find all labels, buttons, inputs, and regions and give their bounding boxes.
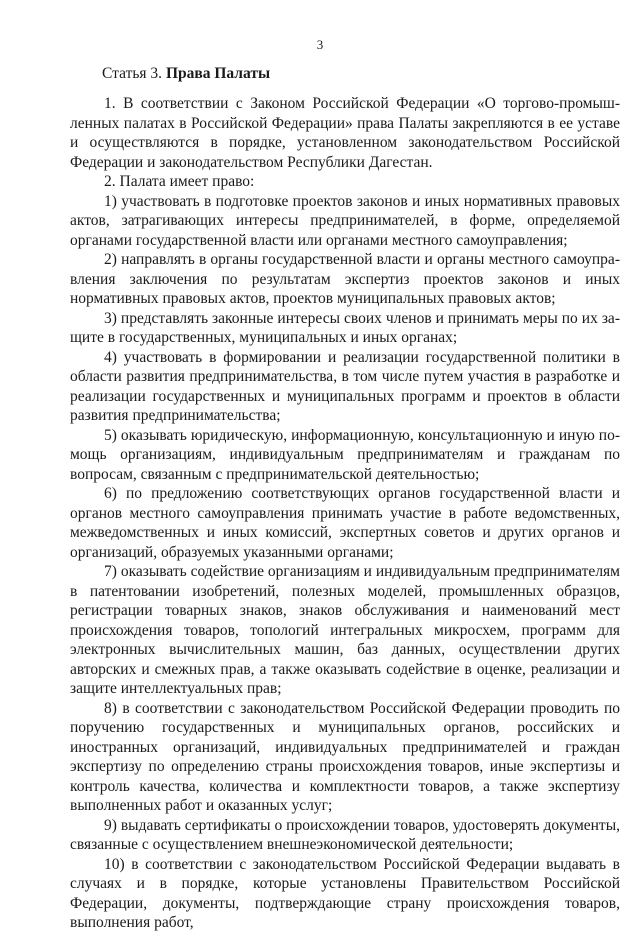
paragraph: 5) оказывать юридическую, информационную, консультационную и иную помощь организациям, индивидуальным предпринимателям и гражданам по вопросам, связанным с предпринимательской деятельностью;: [70, 426, 620, 483]
article-title: Права Палаты: [165, 65, 271, 82]
paragraph: 2) направлять в органы государственной власти и органы местного самоуправления заключения по результатам экспертиз проектов законов и иных нормативных правовых актов, проектов муниципальных правовых актов;: [70, 251, 620, 307]
paragraph: 6) по предложению соответствующих органов государственной власти и органов местного самоуправления принимать участие в работе ведомственных, межведомственных и иных комиссий, экспертных советов и других органов и организаций, образуемых указанными органами;: [70, 485, 620, 561]
paragraph: 10) в соответствии с законодательством Российской Федерации выдавать в случаях и в порядке, которые установлены Правительством Российской Федерации, документы, подтверждающие страну происхождения товаров, выполнения работ,: [70, 855, 620, 931]
paragraph: 2. Палата имеет право:: [104, 173, 255, 190]
paragraph: 4) участвовать в формировании и реализации государственной политики в области развития предпринимательства, в том числе путем участия в разработке и реализации государственных и муниципальных программ и проектов в области развития предпринимательства;: [70, 348, 620, 424]
article-body: [70, 94, 620, 933]
paragraph: 7) оказывать содействие организациям и индивидуальным предпринимателям в патентовании изобретений, полезных моделей, промышленных образцов, регистрации товарных знаков, знаков обслуживания и наименований мест происхождения товаров, топологий интегральных микросхем, программ для электронных вычислительных машин, баз данных, осуществлении других авторских и смежных прав, а также оказывать содействие в оценке, реализации и защите интеллектуальных прав;: [70, 563, 620, 697]
paragraph: 1) участвовать в подготовке проектов законов и иных нормативных правовых актов, затрагивающих интересы предпринимателей, в форме, определяемой органами государственной власти или органами местного самоуправления;: [70, 192, 620, 249]
paragraph: 8) в соответствии с законодательством Российской Федерации проводить по поручению государственных и муниципальных органов, российских и иностранных организаций, индивидуальных предпринимателей и граждан экспертизу по определению страны происхождения товаров, иные экспертизы и контроль качества, количества и комплектности товаров, а также экспертизу выполненных работ и оказанных услуг;: [70, 699, 620, 814]
paragraph: 3) представлять законные интересы своих членов и принимать меры по их защите в государственных, муниципальных и иных органах;: [70, 309, 620, 346]
article-label: Статья 3.: [102, 65, 163, 82]
article-heading: [102, 64, 270, 84]
paragraph: 9) выдавать сертификаты о происхождении товаров, удостоверять документы, связанные с осуществлением внешнеэкономической деятельности;: [70, 816, 620, 853]
page-number: 3: [316, 37, 324, 52]
paragraph: 1. В соответствии с Законом Российской Федерации «О торгово-промышленных палатах в Российской Федерации» права Палаты закрепляются в ее уставе и осуществляются в порядке, установленном законодательством Российской Федерации и законодательством Республики Дагестан.: [70, 95, 620, 171]
